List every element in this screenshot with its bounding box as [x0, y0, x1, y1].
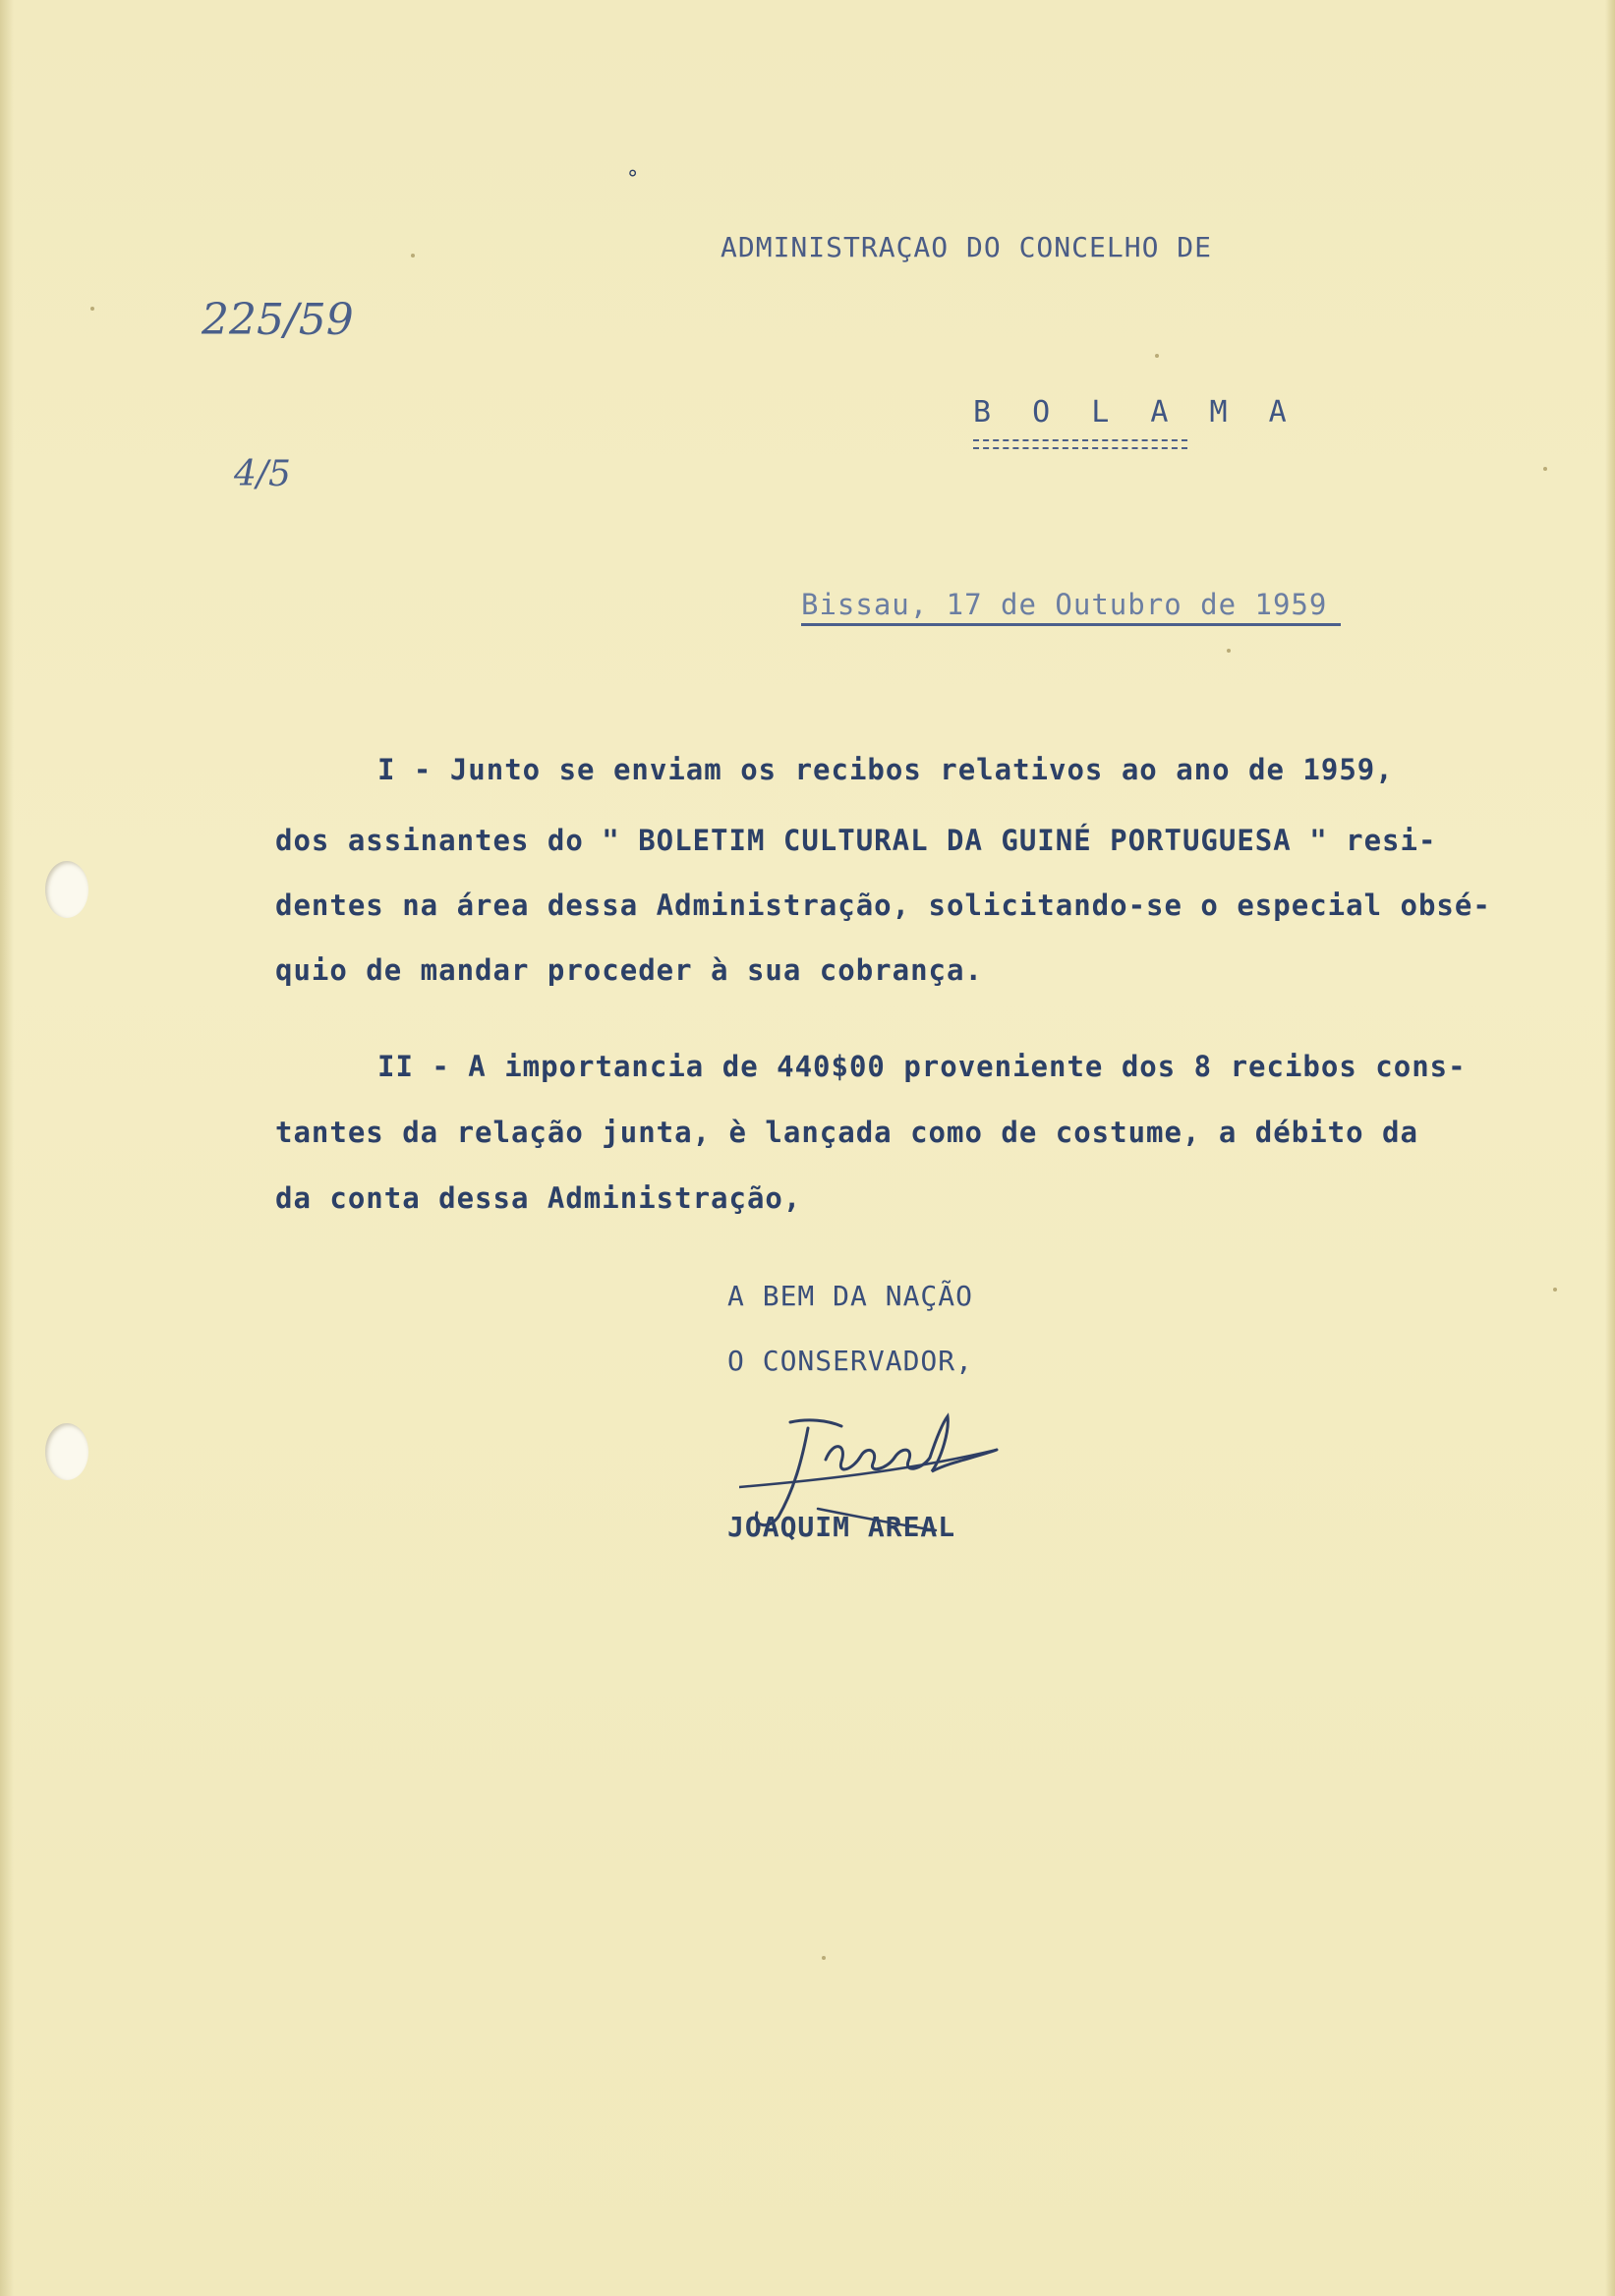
closing-title: O CONSERVADOR,: [727, 1345, 974, 1377]
paper-speck: [1155, 354, 1159, 358]
paragraph-2-line-1: II - A importancia de 440$00 proveniente dos 8 recibos cons-: [377, 1050, 1467, 1083]
punch-hole-upper: [45, 861, 88, 918]
paper-speck: [1227, 649, 1231, 653]
paper-speck: [822, 1956, 826, 1960]
closing-salutation: A BEM DA NAÇÃO: [727, 1280, 974, 1312]
paragraph-2-line-3: da conta dessa Administração,: [275, 1181, 802, 1215]
office-header: ADMINISTRAÇAO DO CONCELHO DE: [721, 231, 1213, 263]
paper-speck: [90, 307, 94, 311]
place-heading: B O L A M A: [973, 395, 1298, 430]
paper-edge-left: [0, 0, 14, 2296]
paragraph-1-line-1: I - Junto se enviam os recibos relativos ao ano de 1959,: [377, 753, 1394, 786]
paper-edge-right: [1605, 0, 1615, 2296]
paragraph-2-line-2: tantes da relação junta, è lançada como de costume, a débito da: [275, 1116, 1418, 1149]
date-line: Bissau, 17 de Outubro de 1959: [801, 588, 1341, 626]
paper-speck: [1553, 1288, 1557, 1292]
punch-hole-lower: [45, 1423, 88, 1480]
place-heading-underline: [973, 439, 1187, 449]
signer-name: JOAQUIM AREAL: [727, 1511, 956, 1543]
paragraph-1-line-3: dentes na área dessa Administração, solicitando-se o especial obsé-: [275, 889, 1491, 922]
handwritten-page-reference: 4/5: [234, 454, 291, 494]
paper-speck: [411, 254, 415, 258]
top-mark: °: [626, 167, 641, 192]
paragraph-1-line-4: quio de mandar proceder à sua cobrança.: [275, 953, 983, 987]
handwritten-file-reference: 225/59: [202, 295, 354, 345]
paragraph-1-line-2: dos assinantes do " BOLETIM CULTURAL DA GUINÉ PORTUGUESA " resi-: [275, 824, 1437, 857]
paper-speck: [1543, 467, 1547, 471]
